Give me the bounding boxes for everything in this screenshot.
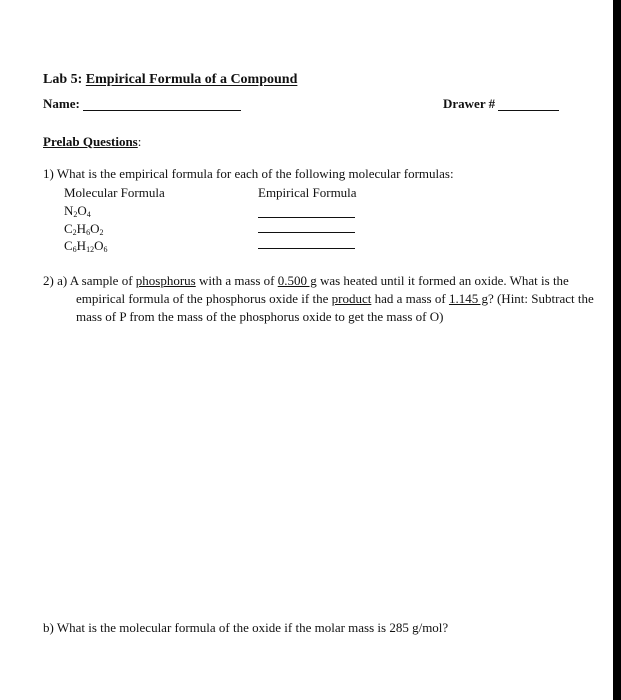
empirical-formula-header: Empirical Formula [258, 185, 357, 200]
title-main: Empirical Formula of a Compound [85, 72, 298, 87]
title-prefix: Lab 5: [43, 72, 86, 87]
formula-row-1: $N_2O_4$ [64, 203, 91, 219]
phosphorus-mass: 0.500 g [277, 273, 317, 288]
formula-row-3: $C_6H_{12}O_6$ [64, 238, 108, 254]
question-2b: b) What is the molecular formula of the oxide if the molar mass is 285 g/mol? [43, 620, 449, 635]
prelab-colon: : [137, 134, 142, 149]
name-blank-line[interactable] [83, 110, 241, 111]
product-term: product [331, 291, 372, 306]
name-label: Name: [43, 96, 80, 111]
drawer-blank-line[interactable] [498, 110, 559, 111]
empirical-answer-line-1[interactable] [258, 217, 355, 218]
empirical-answer-line-3[interactable] [258, 248, 355, 249]
prelab-heading-text: Prelab Questions [43, 134, 138, 149]
molecular-formula-header: Molecular Formula [64, 185, 165, 200]
question-2a: 2) a) A sample of phosphorus with a mass of 0.500 g was heated until it formed an oxide. What is the empirical formula of the phosphorus oxide if the product had a mass of 1.145 g? (Hint: Subtract the mass of P from the mass of the phosphorus oxide to get the mass of O) [43, 273, 594, 324]
product-mass: 1.145 g [448, 291, 488, 306]
phosphorus-term: phosphorus [135, 273, 196, 288]
empirical-answer-line-2[interactable] [258, 232, 355, 233]
prelab-heading [43, 134, 141, 150]
question-1-prompt: 1) What is the empirical formula for each of the following molecular formulas: [43, 166, 454, 181]
drawer-label: Drawer # [443, 96, 496, 111]
formula-row-2: $C_2H_6O_2$ [64, 221, 104, 237]
page-title [43, 72, 297, 88]
